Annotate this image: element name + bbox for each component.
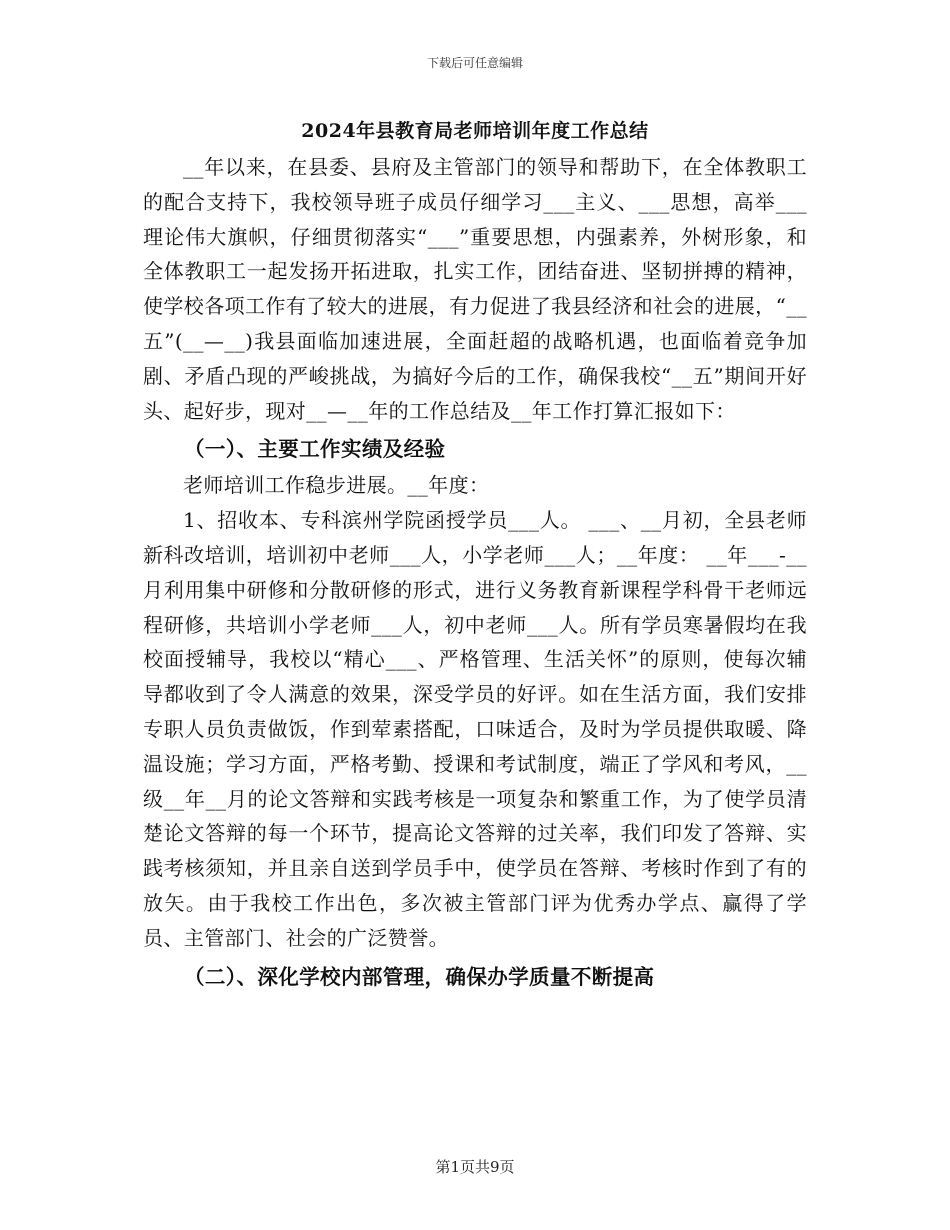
section-heading-2: （二）、深化学校内部管理，确保办学质量不断提高 — [184, 964, 655, 989]
document-body — [143, 150, 807, 996]
training-progress-paragraph: 老师培训工作稳步进展。__年度： — [183, 473, 490, 498]
page-number: 第1页共9页 — [435, 1158, 515, 1176]
header-note: 下载后可任意编辑 — [426, 56, 523, 70]
intro-paragraph: __年以来，在县委、县府及主管部门的领导和帮助下，在全体教职工的配合支持下，我校领导班子成员仔细学习___主义、___思想，高举___理论伟大旗帜，仔细贯彻落实“___”重要思想，内强素养，外树形象，和全体教职工一起发扬开拓进取，扎实工作，团结奋进、坚韧拼搏的精神，使学校各项工作有了较大的进展，有力促进了我县经济和社会的进展，“__五”(__—__)我县面临加速进展，全面赶超的战略机遇，也面临着竞争加剧、矛盾凸现的严峻挑战，为搞好今后的工作，确保我校“__五”期间开好头、起好步，现对__—__年的工作总结及__年工作打算汇报如下： — [143, 155, 807, 423]
document-title: 2024年县教育局老师培训年度工作总结 — [301, 120, 649, 142]
enrollment-paragraph: 1、招收本、专科滨州学院函授学员___人。 ___、__月初，全县老师新科改培训，培训初中老师___人，小学老师___人；__年度： __年___-__月利用集中研修和分散研修的形式，进行义务教育新课程学科骨干老师远程研修，共培训小学老师___人，初中老师___人。所有学员寒暑假均在我校面授辅导，我校以“精心___、严格管理、生活关怀”的原则，使每次辅导都收到了令人满意的效果，深受学员的好评。如在生活方面，我们安排专职人员负责做饭，作到荤素搭配，口味适合，及时为学员提供取暖、降温设施；学习方面，严格考勤、授课和考试制度，端正了学风和考风，__级__年__月的论文答辩和实践考核是一项复杂和繁重工作，为了使学员清楚论文答辩的每一个环节，提高论文答辩的过关率，我们印发了答辩、实践考核须知，并且亲自送到学员手中，使学员在答辩、考核时作到了有的放矢。由于我校工作出色，多次被主管部门评为优秀办学点、赢得了学员、主管部门、社会的广泛赞誉。 — [143, 508, 807, 950]
section-heading-1: （一）、主要工作实绩及经验 — [184, 437, 446, 462]
